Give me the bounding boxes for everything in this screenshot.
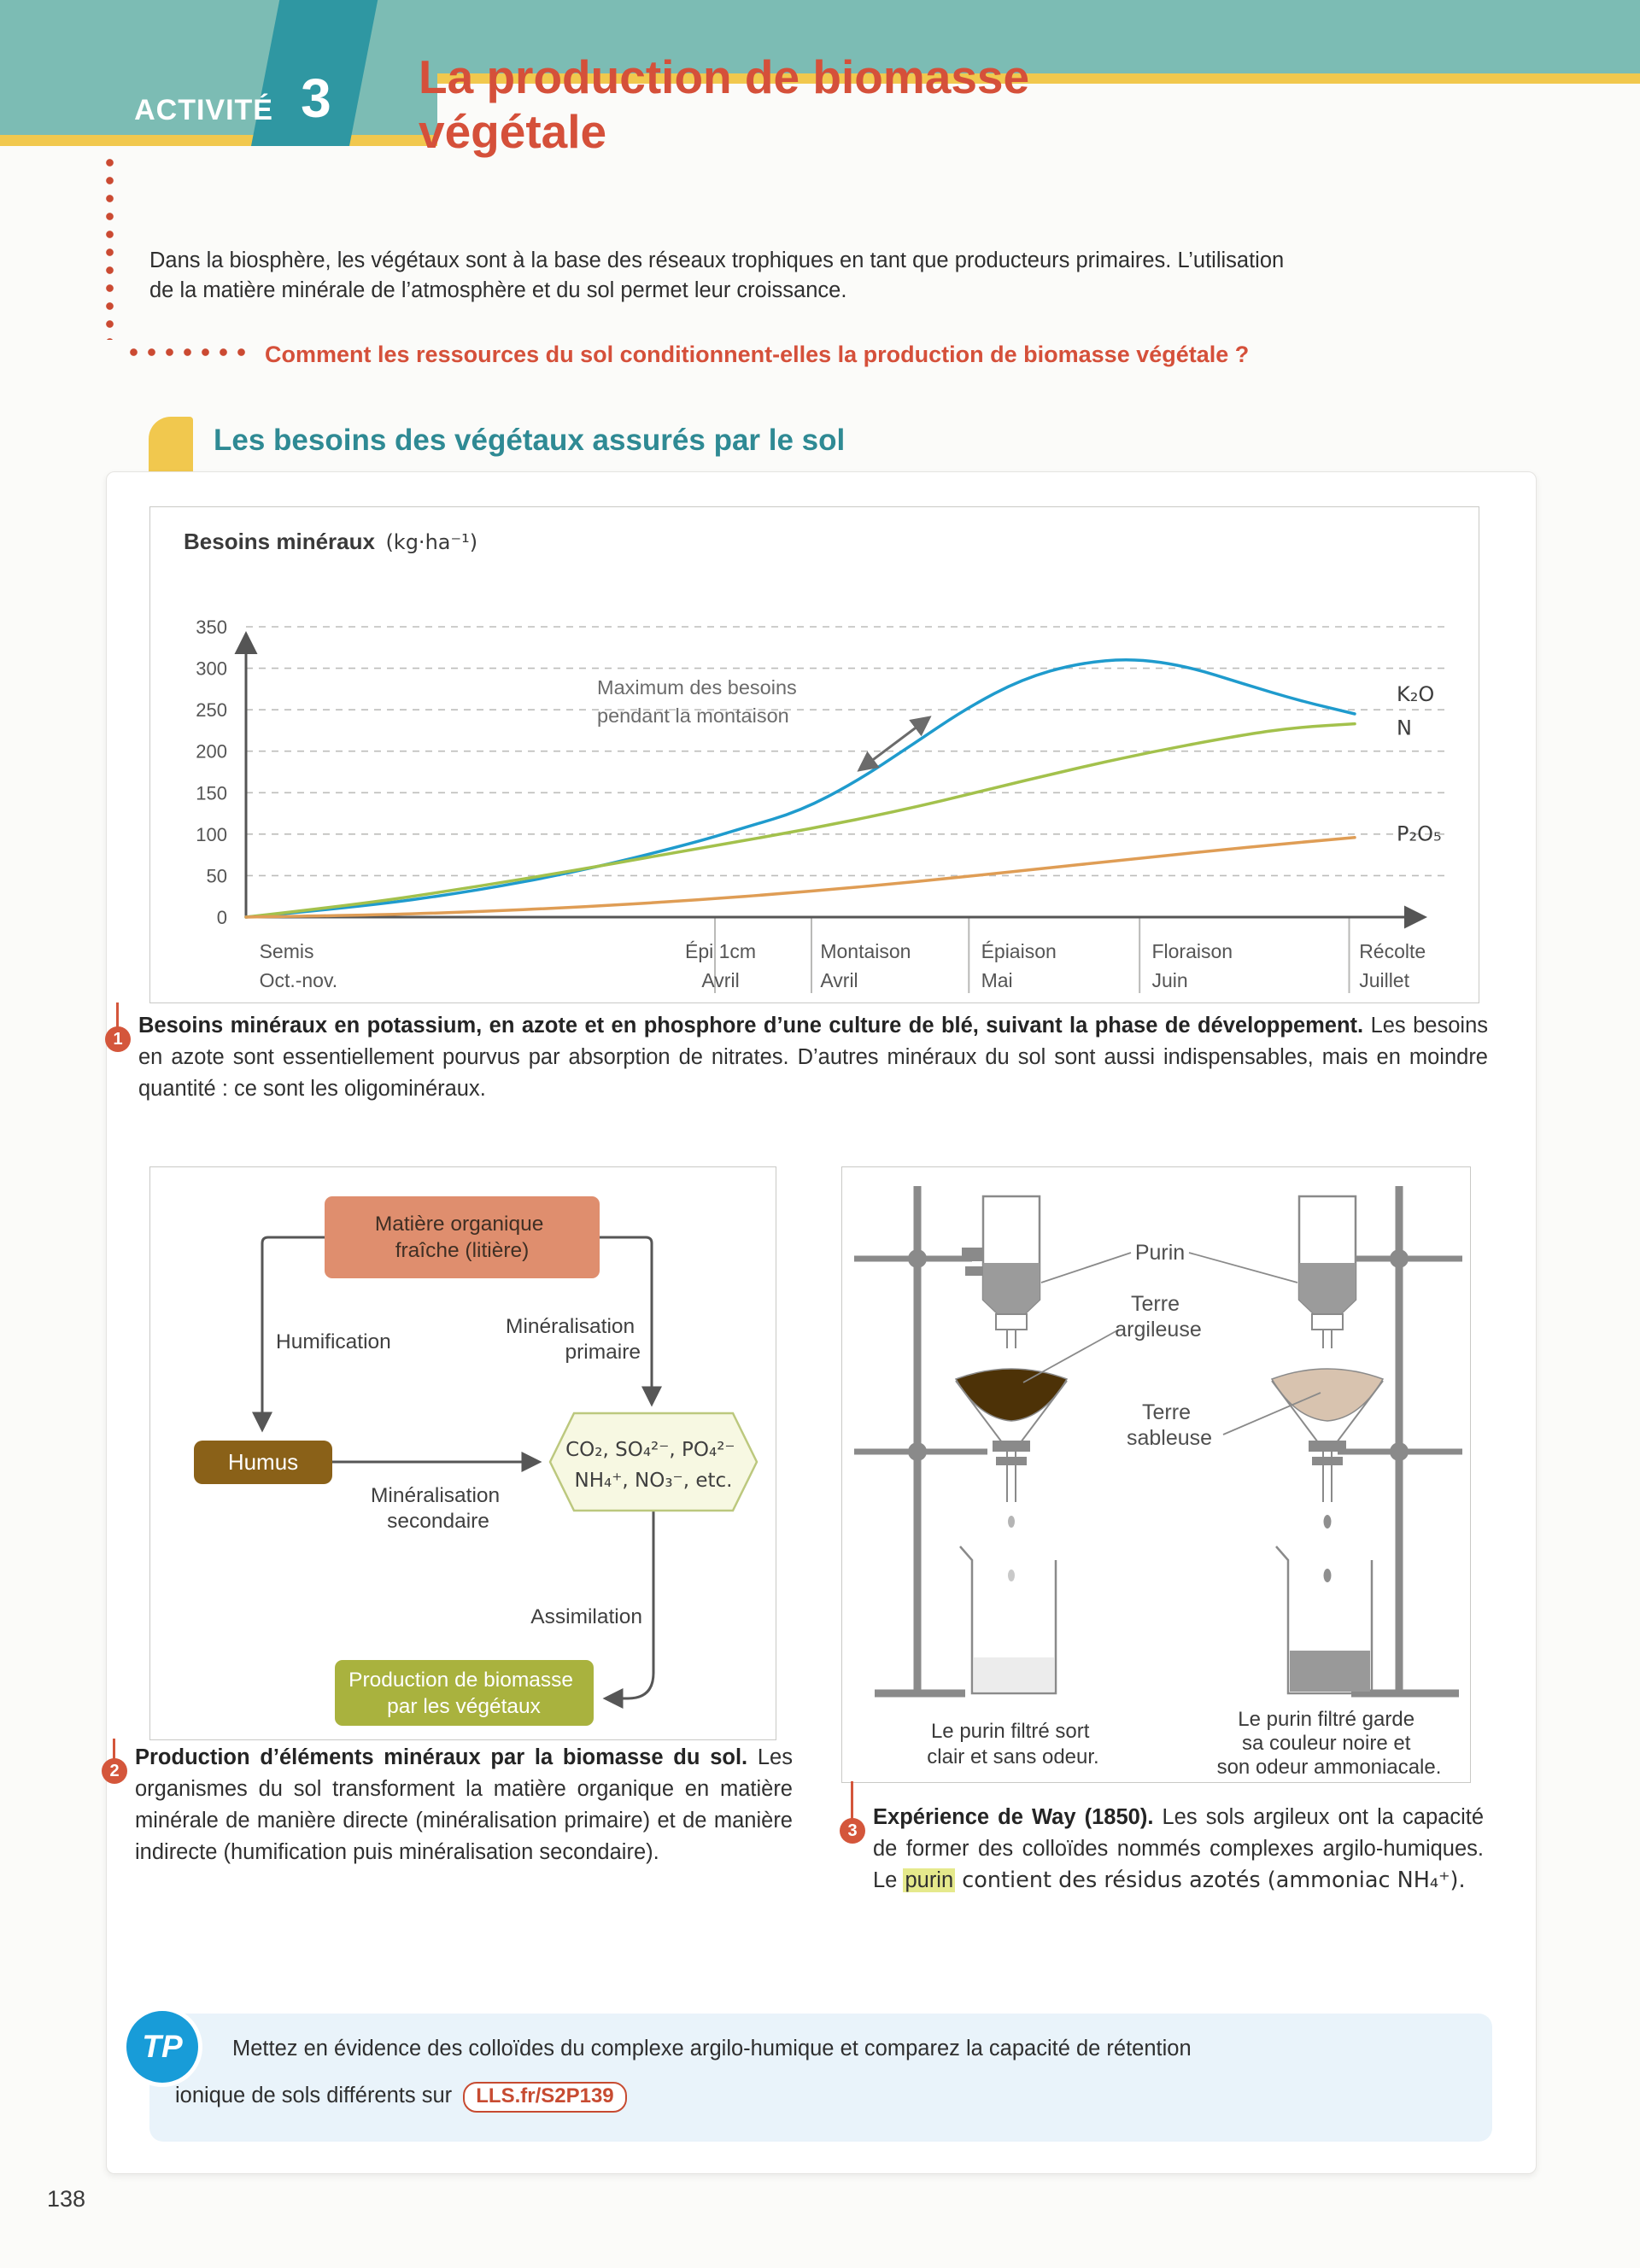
assimilation-arrow <box>606 1511 653 1698</box>
dotted-connector-horizontal <box>125 348 246 356</box>
svg-text:0: 0 <box>216 907 227 928</box>
doc2-caption-text: Les organismes du sol transforment la matière organique en matière minérale de manière directe (minéralisation primaire) et de manière indirecte (humification puis minéralisation secondaire). <box>135 1745 793 1864</box>
tp-logo: TP <box>122 2007 202 2087</box>
annotation-arrow <box>860 718 928 769</box>
right-beaker-dark <box>1276 1546 1372 1693</box>
activity-number: 3 <box>301 67 331 129</box>
curve-label-P₂O₅: P₂O₅ <box>1397 821 1442 846</box>
doc2-badge: 2 <box>102 1758 127 1784</box>
way-experiment-diagram <box>841 1166 1471 1783</box>
mineralisation-secondaire-label: Minéralisation secondaire <box>371 1484 501 1533</box>
annotation-line2: pendant la montaison <box>597 704 789 727</box>
chart-curves <box>246 660 1442 917</box>
chart-annotation <box>597 676 802 727</box>
tp-text-line2-text: ionique de sols différents sur <box>175 2084 453 2107</box>
doc3-caption-text-a: Les sols argileux ont la capacité de former des colloïdes nommés complexes argilo-humiques. Le <box>873 1805 1485 1892</box>
section-heading: Les besoins des végétaux assurés par le sol <box>214 424 846 457</box>
svg-text:MontaisonAvril: Montaison Avril <box>820 940 911 991</box>
right-purin-bottle <box>1299 1196 1356 1348</box>
intro-paragraph <box>149 246 1499 306</box>
doc3-caption <box>873 1802 1484 1897</box>
assimilation-label: Assimilation <box>530 1605 642 1628</box>
svg-text:RécolteJuillet: Récolte Juillet <box>1359 940 1426 991</box>
guiding-question: Comment les ressources du sol conditionnent-elles la production de biomasse végétale ? <box>265 342 1250 367</box>
left-result-caption: Le purin filtré sort clair et sans odeur. <box>927 1720 1099 1768</box>
doc1-caption-text: Les besoins en azote sont essentiellement pourvus par absorption de nitrates. D’autres minéraux du sol sont aussi indispensables, mais en moindre quantité : ce sont les oligominéraux. <box>138 1014 1488 1101</box>
purin-leader-right <box>1189 1253 1297 1283</box>
doc1-caption-bold: Besoins minéraux en potassium, en azote et en phosphore d’une culture de blé, suivant la phase de développement. <box>138 1014 1364 1038</box>
svg-text:FloraisonJuin: Floraison Juin <box>1151 940 1233 991</box>
tp-activity-box <box>149 2014 1492 2142</box>
humification-label: Humification <box>276 1330 391 1353</box>
intro-line1: Dans la biosphère, les végétaux sont à la base des réseaux trophiques en tant que producteurs primaires. L’utilisation <box>149 248 1285 272</box>
svg-text:250: 250 <box>196 699 227 722</box>
terre-sableuse-label: Terre sableuse <box>1126 1400 1213 1450</box>
dotted-connector-vertical <box>106 154 114 340</box>
curve-label-N: N <box>1397 716 1412 740</box>
mineral-ions-label: CO₂, SO₄²⁻, PO₄²⁻ NH₄⁺, NO₃⁻, etc. <box>565 1439 735 1492</box>
purin-label: Purin <box>1134 1241 1186 1265</box>
purin-leader-left <box>1041 1253 1131 1283</box>
svg-text:150: 150 <box>196 782 227 804</box>
svg-text:100: 100 <box>196 823 227 845</box>
terre-argileuse-leader <box>1023 1330 1119 1382</box>
mineral-needs-chart <box>149 506 1479 1003</box>
right-funnel-sand <box>1272 1369 1383 1582</box>
biomass-production-label: Production de biomasse par les végétaux <box>348 1669 574 1718</box>
doc1-connector <box>116 1002 119 1028</box>
doc2-caption-bold: Production d’éléments minéraux par la biomasse du sol. <box>135 1745 748 1769</box>
tp-link[interactable]: LLS.fr/S2P139 <box>463 2082 626 2113</box>
svg-text:350: 350 <box>196 617 227 638</box>
section-marker <box>149 417 193 476</box>
tp-text-line2 <box>175 2082 627 2113</box>
mineral-ions-hexagon <box>550 1413 757 1511</box>
doc3-caption-text-b: contient des résidus azotés (ammoniac NH₄⁺). <box>955 1868 1466 1893</box>
svg-text:50: 50 <box>206 865 227 887</box>
curve-label-K₂O: K₂O <box>1397 682 1435 706</box>
page-title <box>419 50 1029 159</box>
doc1-badge: 1 <box>105 1026 131 1052</box>
chart-unit: (kg·ha⁻¹) <box>385 530 478 554</box>
doc2-caption <box>135 1742 793 1868</box>
annotation-line1: Maximum des besoins <box>597 676 797 699</box>
terre-argileuse-label: Terre argileuse <box>1115 1292 1202 1342</box>
chart-title-text: Besoins minéraux <box>184 529 375 554</box>
left-funnel-clay <box>956 1369 1067 1581</box>
doc3-connector <box>851 1781 853 1821</box>
page-title-line1: La production de biomasse <box>419 50 1030 103</box>
purin-glossary-term: purin <box>905 1868 954 1892</box>
intro-line2: de la matière minérale de l’atmosphère et du sol permet leur croissance. <box>149 278 847 302</box>
left-beaker-clear <box>960 1546 1056 1693</box>
humus-label: Humus <box>227 1449 299 1475</box>
activity-band-yellow <box>0 135 437 146</box>
chart-title <box>184 529 477 554</box>
doc3-badge: 3 <box>840 1818 865 1844</box>
svg-text:SemisOct.-nov.: Semis Oct.-nov. <box>259 940 338 991</box>
matiere-organique-label: Matière organique fraîche (litière) <box>374 1213 544 1262</box>
activity-kicker: ACTIVITÉ <box>134 94 273 126</box>
right-result-caption: Le purin filtré garde sa couleur noire et son odeur ammoniacale. <box>1216 1708 1442 1779</box>
mineralisation-flowchart <box>149 1166 776 1740</box>
svg-text:200: 200 <box>196 740 227 763</box>
mineralisation-primaire-label: Minéralisation primaire <box>506 1315 641 1364</box>
curve-P₂O₅ <box>246 838 1355 917</box>
svg-text:Épi 1cmAvril: Épi 1cm Avril <box>684 940 757 991</box>
curve-N <box>246 724 1355 917</box>
page-title-line2: végétale <box>419 105 607 158</box>
svg-text:300: 300 <box>196 658 227 680</box>
left-purin-bottle <box>983 1196 1040 1348</box>
matiere-organique-box <box>325 1196 600 1278</box>
svg-text:ÉpiaisonMai: Épiaison Mai <box>981 940 1057 991</box>
doc1-caption <box>138 1010 1488 1105</box>
chart-gridlines <box>196 617 1446 993</box>
page-number: 138 <box>47 2186 86 2212</box>
doc3-caption-bold: Expérience de Way (1850). <box>873 1805 1154 1829</box>
tp-text-line1: Mettez en évidence des colloïdes du complexe argilo-humique et comparez la capacité de rétention <box>232 2037 1192 2060</box>
